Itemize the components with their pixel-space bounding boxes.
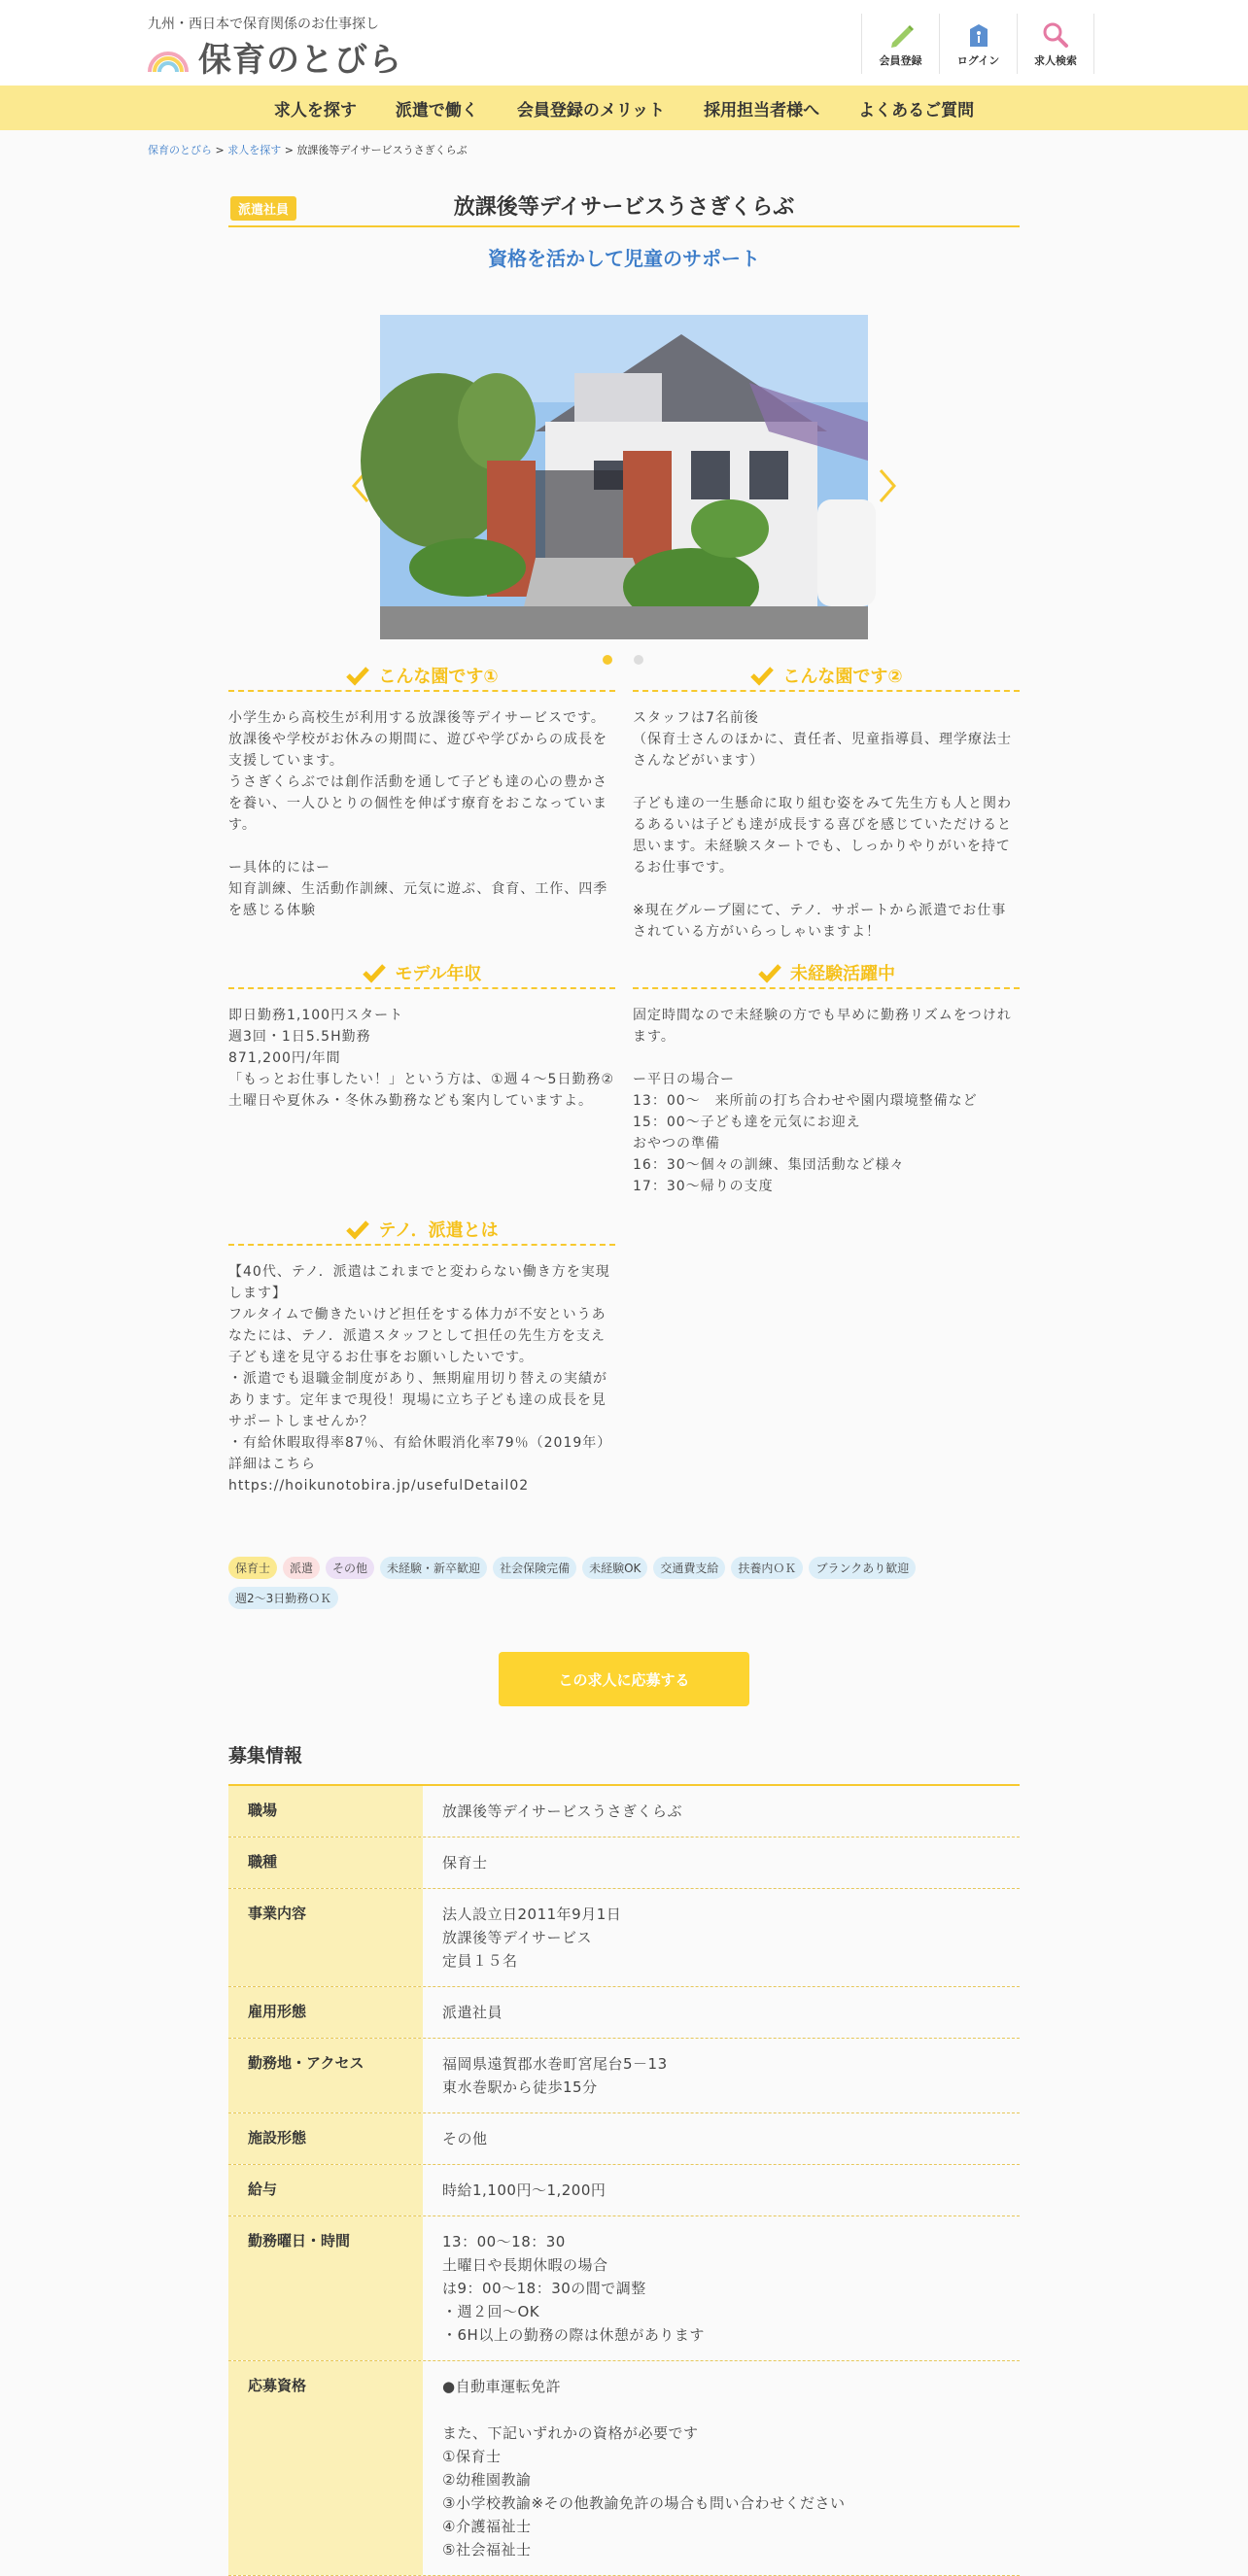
table-row bbox=[228, 2361, 1020, 2576]
carousel-next-arrow-icon[interactable] bbox=[873, 466, 900, 505]
tag: その他 bbox=[326, 1557, 374, 1579]
section-about-2-heading bbox=[633, 661, 1020, 692]
breadcrumb-separator: > bbox=[212, 144, 228, 156]
section-teno-dispatch-body: 【40代、テノ．派遣はこれまでと変わらない働き方を実現します】 フルタイムで働きたいけど担任をする体力が不安というあなたには、テノ．派遣スタッフとして担任の先生方を支え子ども達を見守るお仕事をお願いしたいです。 ・派遣でも退職金制度があり、無期雇用切り替えの実績があります。定年まで現役！現場に立ち子ども達の成長を見サポートしませんか？ ・有給休暇取得率87％、有給休暇消化率79％（2019年） 詳細はこちら https://hoikunotobira.jp/usefulDetail02 bbox=[228, 1264, 612, 1494]
job-tags bbox=[228, 1557, 1020, 1617]
section-about-2-title: こんな園です② bbox=[782, 667, 903, 687]
nav-member-merits[interactable]: 会員登録のメリット bbox=[516, 100, 666, 120]
tag: 未経験・新卒歓迎 bbox=[380, 1557, 487, 1579]
row-key: 給与 bbox=[228, 2165, 423, 2215]
row-key: 雇用形態 bbox=[228, 1987, 423, 2038]
section-about-1-title: こんな園です① bbox=[378, 667, 499, 687]
check-icon bbox=[757, 963, 782, 982]
breadcrumb bbox=[148, 142, 468, 157]
site-header bbox=[0, 0, 1248, 86]
section-teno-dispatch-heading bbox=[228, 1215, 615, 1246]
row-key: 職場 bbox=[228, 1786, 423, 1837]
row-key: 応募資格 bbox=[228, 2361, 423, 2575]
table-row bbox=[228, 1786, 1020, 1838]
row-value: 保育士 bbox=[442, 1854, 488, 1872]
job-title-row bbox=[228, 187, 1020, 227]
recruit-info-table bbox=[228, 1784, 1020, 2576]
row-key: 職種 bbox=[228, 1838, 423, 1888]
table-row bbox=[228, 2165, 1020, 2216]
nav-find-jobs[interactable]: 求人を探す bbox=[273, 100, 357, 120]
tag: 派遣 bbox=[283, 1557, 320, 1579]
main-nav bbox=[0, 86, 1248, 130]
recruit-info-heading: 募集情報 bbox=[228, 1745, 303, 1767]
nav-recruiters[interactable]: 採用担当者様へ bbox=[704, 100, 820, 120]
breadcrumb-separator: > bbox=[281, 144, 297, 156]
facility-photo-illustration bbox=[380, 315, 868, 639]
employment-type-badge: 派遣社員 bbox=[230, 196, 296, 221]
tag: 未経験OK bbox=[582, 1557, 647, 1579]
section-about-2 bbox=[633, 661, 1020, 943]
login-button[interactable] bbox=[939, 14, 1017, 74]
section-model-salary-body: 即日勤務1,100円スタート 週3回・1日5.5H勤務 871,200円/年間 「もっとお仕事したい！」という方は、①週４～5日勤務②土曜日や夏休み・冬休み勤務なども案内していますよ。 bbox=[228, 1008, 615, 1109]
breadcrumb-search[interactable]: 求人を探す bbox=[227, 144, 282, 156]
check-icon bbox=[749, 666, 775, 685]
member-register-label: 会員登録 bbox=[879, 54, 922, 67]
job-catchphrase: 資格を活かして児童のサポート bbox=[488, 247, 760, 270]
row-key: 施設形態 bbox=[228, 2113, 423, 2164]
row-value: 法人設立日2011年9月1日 放課後等デイサービス 定員１５名 bbox=[442, 1906, 622, 1970]
row-value: ●自動車運転免許 また、下記いずれかの資格が必要です ①保育士 ②幼稚園教諭 ③小学校教諭※その他教諭免許の場合も問い合わせください ④介護福祉士 ⑤社会福祉士 bbox=[442, 2378, 846, 2559]
row-value: 福岡県遠賀郡水巻町宮尾台5－13 東水巻駅から徒歩15分 bbox=[442, 2055, 668, 2096]
breadcrumb-home[interactable]: 保育のとびら bbox=[148, 144, 212, 156]
search-icon bbox=[1041, 21, 1070, 49]
login-label: ログイン bbox=[956, 54, 1000, 67]
row-value: 派遣社員 bbox=[442, 2004, 503, 2021]
section-model-salary bbox=[228, 958, 615, 1112]
pencil-icon bbox=[886, 21, 916, 49]
check-icon bbox=[345, 1219, 370, 1239]
row-value: 13：00～18：30 土曜日や長期休暇の場合 は9：00～18：30の間で調整 ・週２回～OK ・6H以上の勤務の際は休憩があります bbox=[442, 2233, 705, 2344]
table-row bbox=[228, 1889, 1020, 1987]
section-about-1-heading bbox=[228, 661, 615, 692]
section-teno-dispatch-title: テノ．派遣とは bbox=[378, 1220, 499, 1241]
section-beginner-title: 未経験活躍中 bbox=[790, 964, 895, 984]
tag: 保育士 bbox=[228, 1557, 277, 1579]
section-about-1 bbox=[228, 661, 615, 921]
section-about-1-body: 小学生から高校生が利用する放課後等デイサービスです。放課後や学校がお休みの期間に、遊びや学びからの成長を支援しています。 うさぎくらぶでは創作活動を通して子ども達の心の豊かさを養い、一人ひとりの個性を伸ばす療育をおこなっています。 ー具体的にはー 知育訓練、生活動作訓練、元気に遊ぶ、食育、工作、四季を感じる体験 bbox=[228, 710, 608, 918]
section-model-salary-heading bbox=[228, 958, 615, 989]
check-icon bbox=[362, 963, 387, 982]
table-row bbox=[228, 1838, 1020, 1889]
row-value: 時給1,100円～1,200円 bbox=[442, 2181, 607, 2199]
facility-photo bbox=[380, 315, 868, 639]
job-search-button[interactable] bbox=[1017, 14, 1094, 74]
row-value: その他 bbox=[442, 2130, 488, 2147]
apply-button[interactable]: この求人に応募する bbox=[499, 1652, 749, 1706]
table-row bbox=[228, 1987, 1020, 2039]
row-key: 勤務地・アクセス bbox=[228, 2039, 423, 2112]
table-row bbox=[228, 2113, 1020, 2165]
breadcrumb-current: 放課後等デイサービスうさぎくらぶ bbox=[296, 144, 468, 156]
section-teno-dispatch bbox=[228, 1215, 615, 1496]
section-beginner bbox=[633, 958, 1020, 1197]
tag: 社会保険完備 bbox=[493, 1557, 576, 1579]
tag: 週2～3日勤務ＯＫ bbox=[228, 1587, 338, 1609]
section-about-2-body: スタッフは7名前後 （保育士さんのほかに、責任者、児童指導員、理学療法士さんなどがいます） 子ども達の一生懸命に取り組む姿をみて先生方も人と関わるあるいは子ども達が成長する喜びを感じていただけると思います。未経験スタートでも、しっかりやりがいを持てるお仕事です。 ※現在グループ園にて、テノ．サポートから派遣でお仕事されている方がいらっしゃいますよ！ bbox=[633, 710, 1012, 940]
job-title: 放課後等デイサービスうさぎくらぶ bbox=[453, 195, 795, 220]
table-row bbox=[228, 2039, 1020, 2113]
rainbow-logo-icon bbox=[146, 39, 191, 74]
header-icons bbox=[861, 14, 1094, 74]
tag: ブランクあり歓迎 bbox=[809, 1557, 916, 1579]
section-beginner-heading bbox=[633, 958, 1020, 989]
nav-faq[interactable]: よくあるご質問 bbox=[858, 100, 975, 120]
login-icon bbox=[964, 21, 993, 49]
member-register-button[interactable] bbox=[861, 14, 939, 74]
site-tagline: 九州・西日本で保育関係のお仕事探し bbox=[148, 17, 379, 32]
logo-text: 保育のとびら bbox=[198, 40, 402, 80]
row-key: 勤務曜日・時間 bbox=[228, 2216, 423, 2360]
check-icon bbox=[345, 666, 370, 685]
table-row bbox=[228, 2216, 1020, 2361]
tag: 扶養内ＯＫ bbox=[731, 1557, 803, 1579]
tag: 交通費支給 bbox=[653, 1557, 725, 1579]
site-logo[interactable] bbox=[146, 35, 402, 78]
section-beginner-body: 固定時間なので未経験の方でも早めに勤務リズムをつけれます。 ー平日の場合ー 13：00～ 来所前の打ち合わせや園内環境整備など 15：00～子ども達を元気にお迎え おやつの準備 16：30～個々の訓練、集団活動など様々 17：30～帰りの支度 bbox=[633, 1008, 1012, 1194]
row-value: 放課後等デイサービスうさぎくらぶ bbox=[442, 1803, 682, 1820]
row-key: 事業内容 bbox=[228, 1889, 423, 1986]
section-model-salary-title: モデル年収 bbox=[395, 964, 482, 984]
job-search-label: 求人検索 bbox=[1034, 54, 1077, 67]
nav-dispatch-work[interactable]: 派遣で働く bbox=[395, 100, 478, 120]
